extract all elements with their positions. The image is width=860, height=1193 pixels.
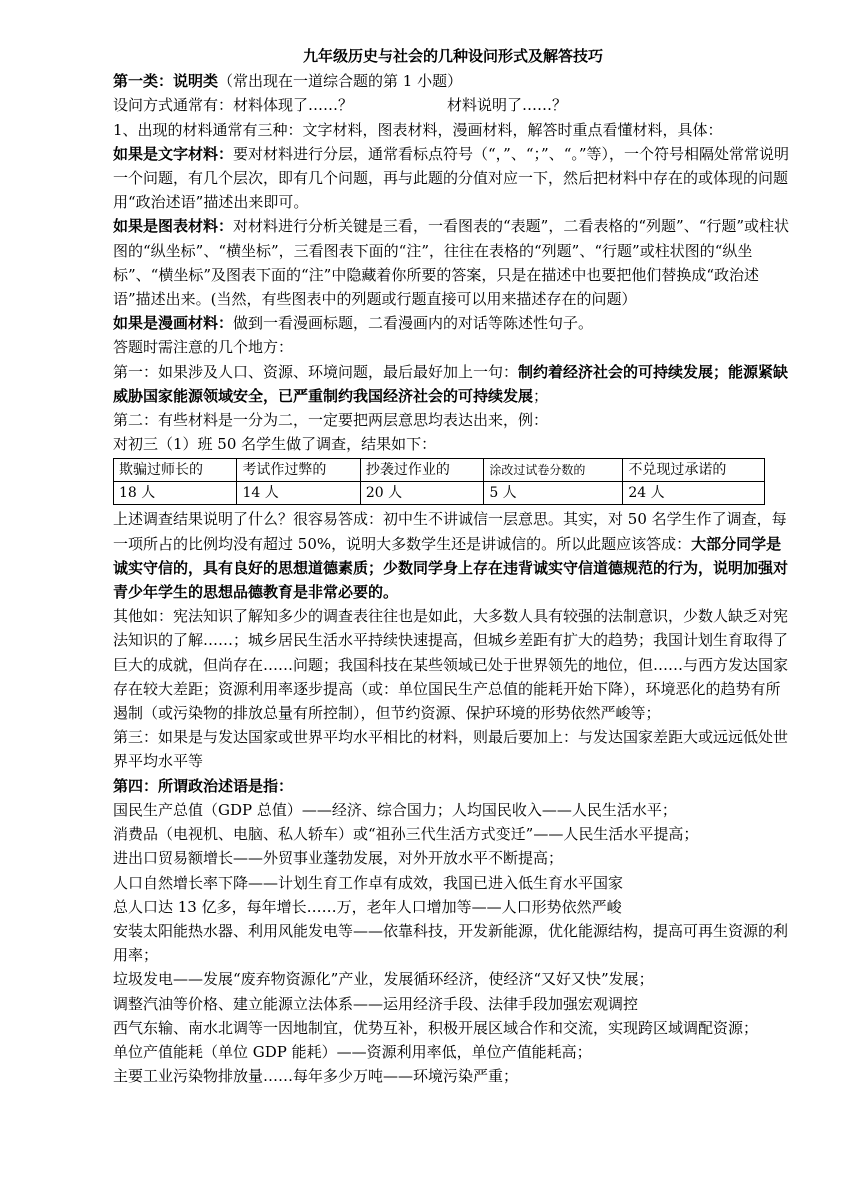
comic-material-paragraph: [113, 311, 793, 335]
term-line: 国民生产总值（GDP 总值）——经济、综合国力；人均国民收入——人民生活水平；: [113, 800, 677, 819]
section-heading-note: （常出现在一道综合题的第 1 小题）: [218, 72, 463, 91]
comic-material-label: 如果是漫画材料：: [113, 314, 234, 333]
first-note-end: ；: [533, 386, 549, 405]
survey-header-row: [114, 459, 765, 482]
chart-material-body: 对材料进行分析关键是三看，一看图表的“表题”，二看表格的“列题”、“行题”或柱状图的“纵坐标”、“横坐标”，三看图表下面的“注”，往往在表格的“列题”、“行题”或柱状图的“纵坐标”、“横坐标”及图表下面的“注”中隐藏着你所要的答案，只是在描述中也要把他们替换成“政治述语”描述出来。(当然，有些图表中的列题或行题直接可以用来描述存在的问题）: [113, 217, 790, 309]
survey-value-cell: 20 人: [360, 482, 483, 505]
survey-header-cell: 抄袭过作业的: [360, 459, 483, 482]
survey-header-cell: 考试作过弊的: [237, 459, 360, 482]
first-note: [113, 360, 793, 408]
ask-way-line: [113, 93, 793, 117]
first-note-plain: 第一：如果涉及人口、资源、环境问题，最后最好加上一句：: [113, 362, 519, 381]
analysis-bold: 大部分同学是诚实守信的，具有良好的思想道德素质；少数同学身上存在违背诚实守信道德规范的行为，说明加强对青少年学生的思想品德教育是非常必要的。: [113, 534, 789, 602]
term-line: 人口自然增长率下降——计划生育工作卓有成效，我国已进入低生育水平国家: [113, 873, 624, 892]
section-heading-line: [113, 69, 793, 93]
term-line: 调整汽油等价格、建立能源立法体系——运用经济手段、法律手段加强宏观调控: [113, 994, 639, 1013]
term-line: 单位产值能耗（单位 GDP 能耗）——资源利用率低，单位产值能耗高；: [113, 1042, 592, 1061]
analysis-plain: 上述调查结果说明了什么？很容易答成：初中生不讲诚信一层意思。其实，对 50 名学生作了调查，每一项所占的比例均没有超过 50%，说明大多数学生还是讲诚信的。所以此题应该答成：: [113, 510, 787, 553]
ask-way-alt: 材料说明了……？: [447, 96, 568, 115]
survey-intro: 对初三（1）班 50 名学生做了调查，结果如下：: [113, 435, 437, 454]
survey-value-cell: 18 人: [114, 482, 237, 505]
term-line: 安装太阳能热水器、利用风能发电等——依靠科技，开发新能源，优化能源结构，提高可再生资源的利用率；: [113, 921, 789, 965]
term-line: 西气东输、南水北调等一因地制宜，优势互补，积极开展区域合作和交流，实现跨区域调配资源；: [113, 1018, 759, 1037]
point-1: 1、出现的材料通常有三种：文字材料，图表材料，漫画材料，解答时重点看懂材料，具体：: [113, 120, 723, 139]
survey-header-cell: 欺骗过师长的: [114, 459, 237, 482]
second-note: 第二：有些材料是一分为二，一定要把两层意思均表达出来，例：: [113, 411, 549, 430]
survey-value-cell: 5 人: [484, 482, 623, 505]
third-note: 第三：如果是与发达国家或世界平均水平相比的材料，则最后要加上：与发达国家差距大或远远低处世界平均水平等: [113, 728, 789, 771]
term-line: 总人口达 13 亿多，每年增长……万，老年人口增加等——人口形势依然严峻: [113, 897, 622, 916]
term-line: 主要工业污染物排放量……每年多少万吨——环境污染严重；: [113, 1067, 519, 1086]
term-line: 消费品（电视机、电脑、私人轿车）或“祖孙三代生活方式变迁”——人民生活水平提高；: [113, 825, 699, 844]
document-page: [113, 44, 793, 1088]
ask-way-label: 设问方式通常有：材料体现了……？: [113, 96, 354, 115]
first-note-bold: 制约着经济社会的可持续发展；能源紧缺威胁国家能源领域安全，已严重制约我国经济社会的可持续发展: [113, 362, 789, 405]
document-title: 九年级历史与社会的几种设问形式及解答技巧: [302, 47, 603, 65]
survey-value-cell: 14 人: [237, 482, 360, 505]
text-material-paragraph: [113, 142, 793, 215]
chart-material-label: 如果是图表材料：: [113, 217, 234, 236]
other-examples: 其他如：宪法知识了解知多少的调查表往往也是如此，大多数人具有较强的法制意识，少数人缺乏对宪法知识的了解……；城乡居民生活水平持续快速提高，但城乡差距有扩大的趋势；我国计划生育取得了巨大的成就，但尚存在……问题；我国科技在某些领域已处于世界领先的地位，但……与西方发达国家存在较大差距；资源利用率逐步提高（或：单位国民生产总值的能耗开始下降），环境恶化的趋势有所遏制（或污染物的排放总量有所控制），但节约资源、保护环境的形势依然严峻等；: [113, 607, 789, 723]
section-heading: 第一类：说明类: [113, 72, 219, 91]
term-line: 垃圾发电——发展“废弃物资源化”产业，发展循环经济，使经济“又好又快”发展；: [113, 970, 654, 989]
survey-table: [113, 458, 765, 505]
text-material-label: 如果是文字材料：: [113, 144, 234, 163]
survey-header-cell: 不兑现过承诺的: [623, 459, 765, 482]
survey-value-cell: 24 人: [623, 482, 765, 505]
comic-material-body: 做到一看漫画标题，二看漫画内的对话等陈述性句子。: [233, 314, 594, 333]
notes-intro: 答题时需注意的几个地方：: [113, 338, 294, 357]
analysis-paragraph: [113, 507, 793, 604]
term-line: 进出口贸易额增长——外贸事业蓬勃发展，对外开放水平不断提高；: [113, 849, 564, 868]
survey-header-cell: 涂改过试卷分数的: [484, 459, 623, 482]
chart-material-paragraph: [113, 214, 793, 311]
fourth-heading: 第四：所谓政治述语是指：: [113, 776, 294, 795]
text-material-body: 要对材料进行分层，通常看标点符号（“，”、“；”、“。”等），一个符号相隔处常常说明一个问题，有几个层次，即有几个问题，再与此题的分值对应一下，然后把材料中存在的或体现的问题用“政治述语”描述出来即可。: [113, 144, 790, 212]
survey-value-row: [114, 482, 765, 505]
